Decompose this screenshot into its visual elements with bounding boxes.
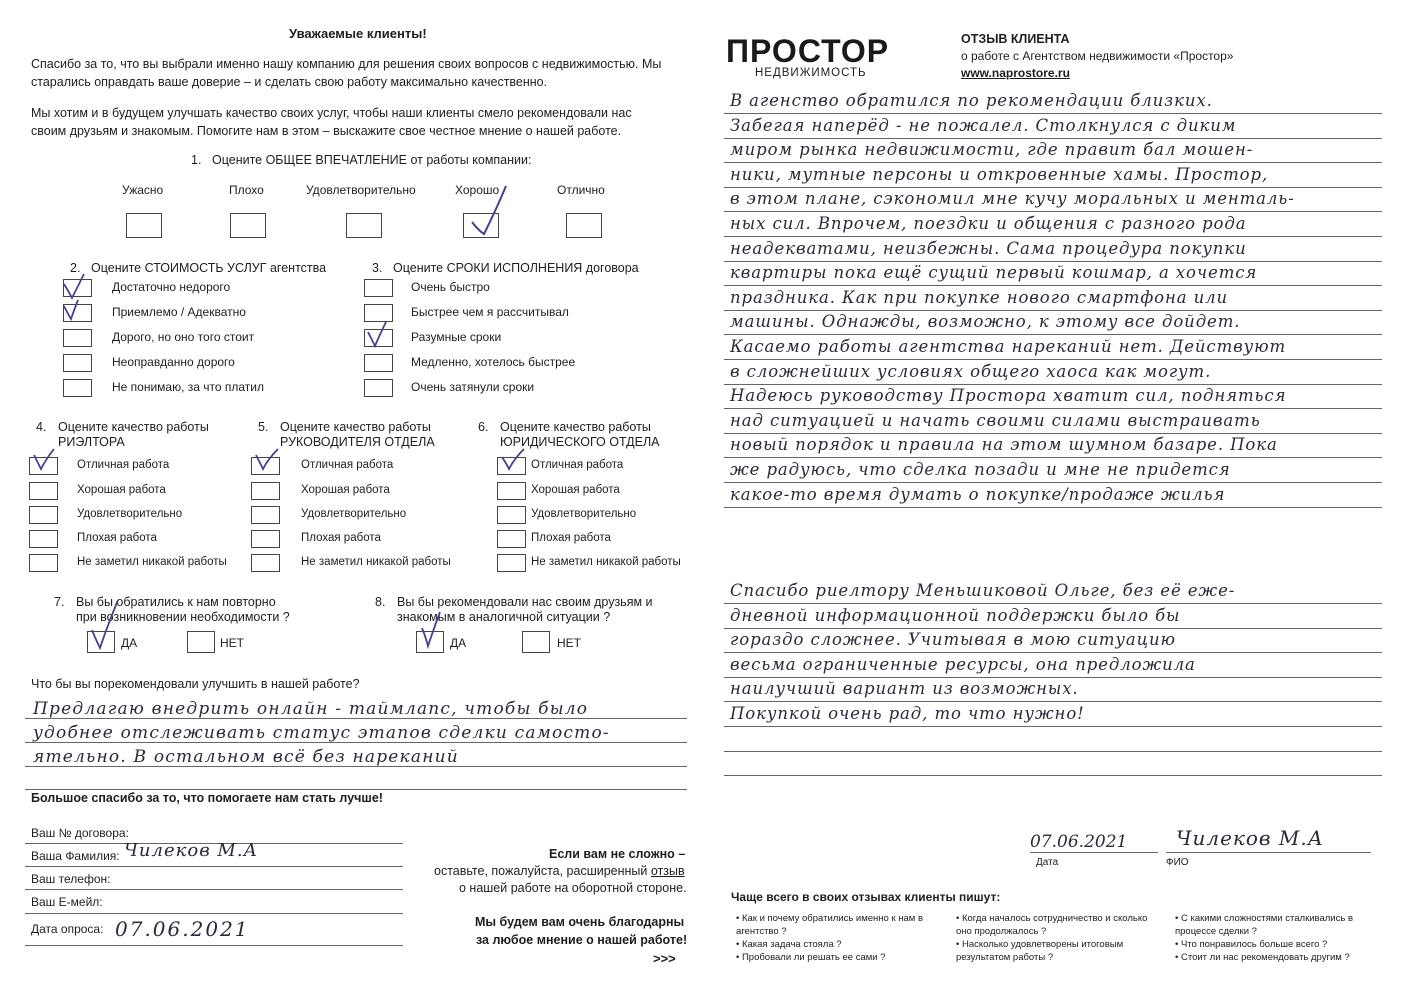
- review-text-line: же радуюсь, что сделка позади и мне не придется: [730, 460, 1231, 479]
- bullet-item: • Как и почему обратились именно к нам в агентство ?: [736, 913, 924, 937]
- ruled-line: [724, 457, 1382, 458]
- q8-title-2: знакомым в аналогичной ситуации ?: [397, 610, 611, 624]
- q5-checkbox[interactable]: [251, 554, 280, 572]
- review-link[interactable]: отзыв: [650, 864, 685, 878]
- ruled-line: [724, 433, 1382, 434]
- checkmark-icon: [364, 320, 392, 350]
- bullet-text: Пробовали ли решать ее сами ?: [741, 952, 886, 963]
- q2-option-label: Неоправданно дорого: [112, 355, 235, 369]
- review-text-line: машины. Однажды, возможно, к этому все дойдет.: [730, 312, 1241, 332]
- ruled-line: [724, 384, 1382, 385]
- review-text-line: какое-то время думать о покупке/продаже жилья: [730, 484, 1226, 504]
- bullet-item: • Пробовали ли решать ее сами ?: [736, 952, 886, 963]
- ruled-line: [724, 652, 1382, 653]
- side-note-4: Мы будем вам очень благодарны: [475, 915, 685, 929]
- side-note-5: за любое мнение о нашей работе!: [476, 933, 688, 947]
- q5-option-label: Хорошая работа: [301, 484, 390, 496]
- q4-subject: РИЭЛТОРА: [58, 435, 125, 449]
- ruled-line: [724, 236, 1382, 237]
- q5-option-label: Не заметил никакой работы: [301, 556, 451, 568]
- q5-number: 5.: [258, 420, 269, 434]
- review-text-line: неадекватами, неизбежны. Сама процедура покупки: [730, 238, 1247, 258]
- q8-no-label: НЕТ: [557, 636, 581, 650]
- checkmark-icon: [462, 180, 512, 238]
- review-text-line: наилучший вариант из возможных.: [730, 679, 1079, 699]
- q6-subject: ЮРИДИЧЕСКОГО ОТДЕЛА: [500, 435, 660, 449]
- review-text-line: квартиры пока ещё сущий первый кошмар, а хочется: [730, 263, 1258, 283]
- bullet-item: • Что понравилось больше всего ?: [1175, 939, 1328, 950]
- checkmark-icon: [252, 447, 282, 475]
- q1-option-label: Плохо: [229, 183, 264, 197]
- q3-checkbox[interactable]: [364, 379, 393, 397]
- intro-paragraph-1: Спасибо за то, что вы выбрали именно нашу компанию для решения своих вопросов с недвижимостью. Мы старались оправдать ваше доверие – и сделать свою работу максимально качественно.: [31, 57, 662, 89]
- q3-option-label: Очень быстро: [411, 280, 490, 294]
- ruled-line: [724, 285, 1382, 286]
- often-title: Чаще всего в своих отзывах клиенты пишут:: [731, 890, 1001, 904]
- review-text-line: гораздо сложнее. Учитывая в мою ситуацию: [730, 630, 1176, 650]
- q6-checkbox[interactable]: [497, 530, 526, 548]
- q2-title: Оцените СТОИМОСТЬ УСЛУГ агентства: [91, 261, 327, 275]
- ruled-line: [724, 701, 1382, 702]
- q6-checkbox[interactable]: [497, 482, 526, 500]
- bullet-item: • Какая задача стояла ?: [736, 939, 842, 950]
- q4-option-label: Хорошая работа: [77, 484, 166, 496]
- brand-logo-sub: НЕДВИЖИМОСТЬ: [755, 67, 867, 79]
- q5-option-label: Плохая работа: [301, 532, 381, 544]
- q6-option-label: Удовлетворительно: [531, 508, 637, 520]
- phone-label: Ваш телефон:: [31, 872, 111, 886]
- q5-checkbox[interactable]: [251, 530, 280, 548]
- checkmark-icon: [498, 447, 528, 475]
- field-line: [25, 913, 403, 914]
- ruled-line: [724, 603, 1382, 604]
- bullet-item: • Когда началось сотрудничество и сколько оно продолжалось ?: [956, 913, 1148, 937]
- improve-question: Что бы вы порекомендовали улучшить в нашей работе?: [31, 677, 360, 691]
- q8-title: Вы бы рекомендовали нас своим друзьям и: [397, 595, 653, 609]
- review-text-line: В агенство обратился по рекомендации близких.: [730, 91, 1213, 110]
- review-text-line: в сложнейших условиях общего хаоса как могут.: [730, 361, 1212, 381]
- q4-checkbox[interactable]: [29, 530, 58, 548]
- site-link[interactable]: www.naprostore.ru: [961, 66, 1070, 80]
- q3-option-label: Быстрее чем я рассчитывал: [411, 305, 569, 319]
- q4-checkbox[interactable]: [29, 554, 58, 572]
- side-note-2: [434, 864, 685, 878]
- review-text-line: новый порядок и правила на этом шумном базаре. Пока: [730, 435, 1278, 455]
- q6-option-label: Отличная работа: [531, 459, 624, 471]
- review-text-line: ных сил. Впрочем, поездки и общения с разного рода: [730, 214, 1247, 233]
- q2-checkbox[interactable]: [63, 379, 92, 397]
- review-text-line: миром рынка недвижимости, где правит бал мошен-: [730, 140, 1254, 160]
- review-text-line: праздника. Как при покупке нового смартфона или: [730, 287, 1229, 307]
- q6-checkbox[interactable]: [497, 506, 526, 524]
- ruled-line: [724, 310, 1382, 311]
- ruled-line: [724, 162, 1382, 163]
- review-text-line: над ситуацией и начать своими силами выстраивать: [730, 410, 1261, 430]
- contract-label: Ваш № договора:: [31, 826, 129, 840]
- review-subheading: о работе с Агентством недвижимости «Простор»: [961, 49, 1234, 63]
- q4-option-label: Отличная работа: [77, 459, 170, 471]
- q7-number: 7.: [54, 595, 65, 609]
- field-line: [25, 945, 403, 946]
- q4-option-label: Удовлетворительно: [77, 508, 183, 520]
- q2-option-label: Дорого, но оно того стоит: [112, 330, 255, 344]
- q6-number: 6.: [478, 420, 489, 434]
- q1-checkbox-awful[interactable]: [126, 213, 162, 238]
- ruled-line: [724, 408, 1382, 409]
- fio-caption: ФИО: [1166, 857, 1189, 868]
- q1-option-label: Удовлетворительно: [306, 183, 416, 197]
- q5-option-label: Удовлетворительно: [301, 508, 407, 520]
- thanks-text: Большое спасибо за то, что помогаете нам стать лучше!: [31, 791, 383, 805]
- field-line: [25, 889, 403, 890]
- review-text-line: весьма ограниченные ресурсы, она предложила: [730, 654, 1196, 674]
- q3-option-label: Очень затянули сроки: [411, 380, 535, 394]
- q3-checkbox[interactable]: [364, 279, 393, 297]
- q1-checkbox-bad[interactable]: [230, 213, 266, 238]
- ruled-line: [724, 261, 1382, 262]
- review-text-line: Забегая наперёд - не пожалел. Столкнулся с диким: [730, 115, 1237, 135]
- review-text-line: дневной информационной поддержки было бы: [730, 605, 1181, 625]
- ruled-line: [724, 138, 1382, 139]
- ruled-line: [724, 507, 1382, 508]
- bullet-text: С какими сложностями сталкивались в процессе сделки ?: [1175, 913, 1353, 937]
- bullet-text: Какая задача стояла ?: [741, 939, 842, 950]
- review-heading: ОТЗЫВ КЛИЕНТА: [961, 32, 1070, 46]
- surname-value: Чилеков М.А: [124, 840, 259, 861]
- q2-option-label: Достаточно недорого: [112, 280, 231, 294]
- ruled-line: [724, 775, 1382, 776]
- q4-option-label: Не заметил никакой работы: [77, 556, 227, 568]
- bullet-item: • Стоит ли нас рекомендовать другим ?: [1175, 952, 1350, 963]
- q7-title-2: при возникновении необходимости ?: [76, 610, 290, 624]
- q1-title: Оцените ОБЩЕЕ ВПЕЧАТЛЕНИЕ от работы компании:: [212, 153, 532, 167]
- surname-label: Ваша Фамилия:: [31, 849, 120, 863]
- side-note-2-text: оставьте, пожалуйста, расширенный: [434, 864, 648, 878]
- ruled-line: [724, 677, 1382, 678]
- greeting-title: Уважаемые клиенты!: [289, 26, 427, 41]
- q3-option-label: Медленно, хотелось быстрее: [411, 355, 576, 369]
- signature-date: 07.06.2021: [1030, 832, 1128, 852]
- q7-yes-label: ДА: [121, 636, 138, 650]
- q5-checkbox[interactable]: [251, 506, 280, 524]
- q1-option-label: Отлично: [557, 183, 605, 197]
- q4-number: 4.: [36, 420, 47, 434]
- date-line: [1030, 852, 1158, 853]
- q2-option-label: Приемлемо / Адекватно: [112, 305, 246, 319]
- q3-option-label: Разумные сроки: [411, 330, 502, 344]
- q7-title: Вы бы обратились к нам повторно: [76, 595, 276, 609]
- intro-paragraph-2: Мы хотим и в будущем улучшать качество своих услуг, чтобы наши клиенты смело рекомендовали нас своим друзьям и знакомым. Помогите нам в этом – выскажите свое честное мнение о нашей работе.: [31, 106, 632, 138]
- arrows: >>>: [653, 951, 676, 966]
- bullet-item: • С какими сложностями сталкивались в процессе сделки ?: [1175, 913, 1353, 937]
- q6-option-label: Не заметил никакой работы: [531, 556, 681, 568]
- checkmark-icon: [88, 596, 128, 652]
- q5-title: Оцените качество работы: [280, 420, 431, 434]
- review-text-line: Надеюсь руководству Простора хватит сил, подняться: [730, 386, 1287, 406]
- ruled-line: [724, 334, 1382, 335]
- fio-line: [1166, 852, 1371, 853]
- review-text-line: Касаемо работы агентства нареканий нет. Действуют: [730, 337, 1287, 356]
- bullet-text: Насколько удовлетворены итоговым результатом работы ?: [956, 939, 1124, 963]
- checkmark-icon: [60, 270, 90, 325]
- brand-logo: ПРОСТОР: [726, 33, 890, 69]
- ruled-line: [724, 751, 1382, 752]
- signature-name: Чилеков М.А: [1176, 826, 1324, 850]
- q1-checkbox-excellent[interactable]: [566, 213, 602, 238]
- q2-option-label: Не понимаю, за что платил: [112, 380, 265, 394]
- review-text-line: Спасибо риелтору Меньшиковой Ольге, без её еже-: [730, 581, 1236, 600]
- review-text-line: ники, мутные персоны и откровенные хамы. Простор,: [730, 164, 1269, 184]
- q2-number: 2.: [70, 261, 81, 275]
- q8-number: 8.: [375, 595, 386, 609]
- q5-subject: РУКОВОДИТЕЛЯ ОТДЕЛА: [280, 435, 435, 449]
- q2-checkbox[interactable]: [63, 354, 92, 372]
- ruled-line: [724, 359, 1382, 360]
- q1-option-label: Ужасно: [122, 183, 164, 197]
- bullet-item: • Насколько удовлетворены итоговым результатом работы ?: [956, 939, 1124, 963]
- q6-option-label: Плохая работа: [531, 532, 611, 544]
- ruled-line: [724, 187, 1382, 188]
- q6-title: Оцените качество работы: [500, 420, 651, 434]
- q3-number: 3.: [372, 261, 383, 275]
- email-label: Ваш E-мейл:: [31, 895, 103, 909]
- side-note-1: Если вам не сложно –: [549, 847, 686, 861]
- ruled-line: [724, 628, 1382, 629]
- q8-no-checkbox[interactable]: [522, 631, 550, 653]
- q7-no-checkbox[interactable]: [187, 631, 215, 653]
- improve-answer-line: удобнее отслеживать статус этапов сделки самосто-: [33, 723, 610, 743]
- date-label: Дата опроса:: [31, 922, 104, 936]
- survey-date-value: 07.06.2021: [115, 917, 250, 941]
- bullet-column-1: [736, 912, 936, 964]
- q3-checkbox[interactable]: [364, 354, 393, 372]
- q4-title: Оцените качество работы: [58, 420, 209, 434]
- bullet-column-2: [956, 912, 1156, 964]
- ruled-line: [724, 726, 1382, 727]
- answer-line: [25, 789, 687, 790]
- improve-answer-line: ятельно. В остальном всё без нареканий: [33, 747, 459, 767]
- ruled-line: [724, 482, 1382, 483]
- q4-checkbox[interactable]: [29, 506, 58, 524]
- ruled-line: [724, 113, 1382, 114]
- q7-no-label: НЕТ: [220, 636, 244, 650]
- bullet-text: Как и почему обратились именно к нам в агентство ?: [736, 913, 924, 937]
- bullet-text: Когда началось сотрудничество и сколько оно продолжалось ?: [956, 913, 1148, 937]
- ruled-line: [724, 211, 1382, 212]
- q8-yes-label: ДА: [450, 636, 467, 650]
- bullet-column-3: [1175, 912, 1375, 964]
- q5-option-label: Отличная работа: [301, 459, 394, 471]
- review-text-line: Покупкой очень рад, то что нужно!: [730, 704, 1085, 723]
- q4-checkbox[interactable]: [29, 482, 58, 500]
- q5-checkbox[interactable]: [251, 482, 280, 500]
- q1-number: 1.: [191, 153, 202, 167]
- bullet-text: Стоит ли нас рекомендовать другим ?: [1180, 952, 1350, 963]
- review-text-line: в этом плане, сэкономил мне кучу моральных и менталь-: [730, 189, 1295, 209]
- side-note-3: о нашей работе на оборотной стороне.: [459, 881, 687, 895]
- q2-checkbox[interactable]: [63, 329, 92, 347]
- q1-option-label: Хорошо: [455, 183, 500, 197]
- q6-checkbox[interactable]: [497, 554, 526, 572]
- q1-checkbox-satisfactory[interactable]: [346, 213, 382, 238]
- checkmark-icon: [416, 608, 446, 652]
- q3-title: Оцените СРОКИ ИСПОЛНЕНИЯ договора: [393, 261, 639, 275]
- date-caption: Дата: [1036, 857, 1059, 868]
- bullet-text: Что понравилось больше всего ?: [1180, 939, 1328, 950]
- q4-option-label: Плохая работа: [77, 532, 157, 544]
- q6-option-label: Хорошая работа: [531, 484, 620, 496]
- field-line: [25, 866, 403, 867]
- improve-answer-line: Предлагаю внедрить онлайн - таймлапс, чтобы было: [33, 699, 589, 719]
- checkmark-icon: [30, 447, 60, 475]
